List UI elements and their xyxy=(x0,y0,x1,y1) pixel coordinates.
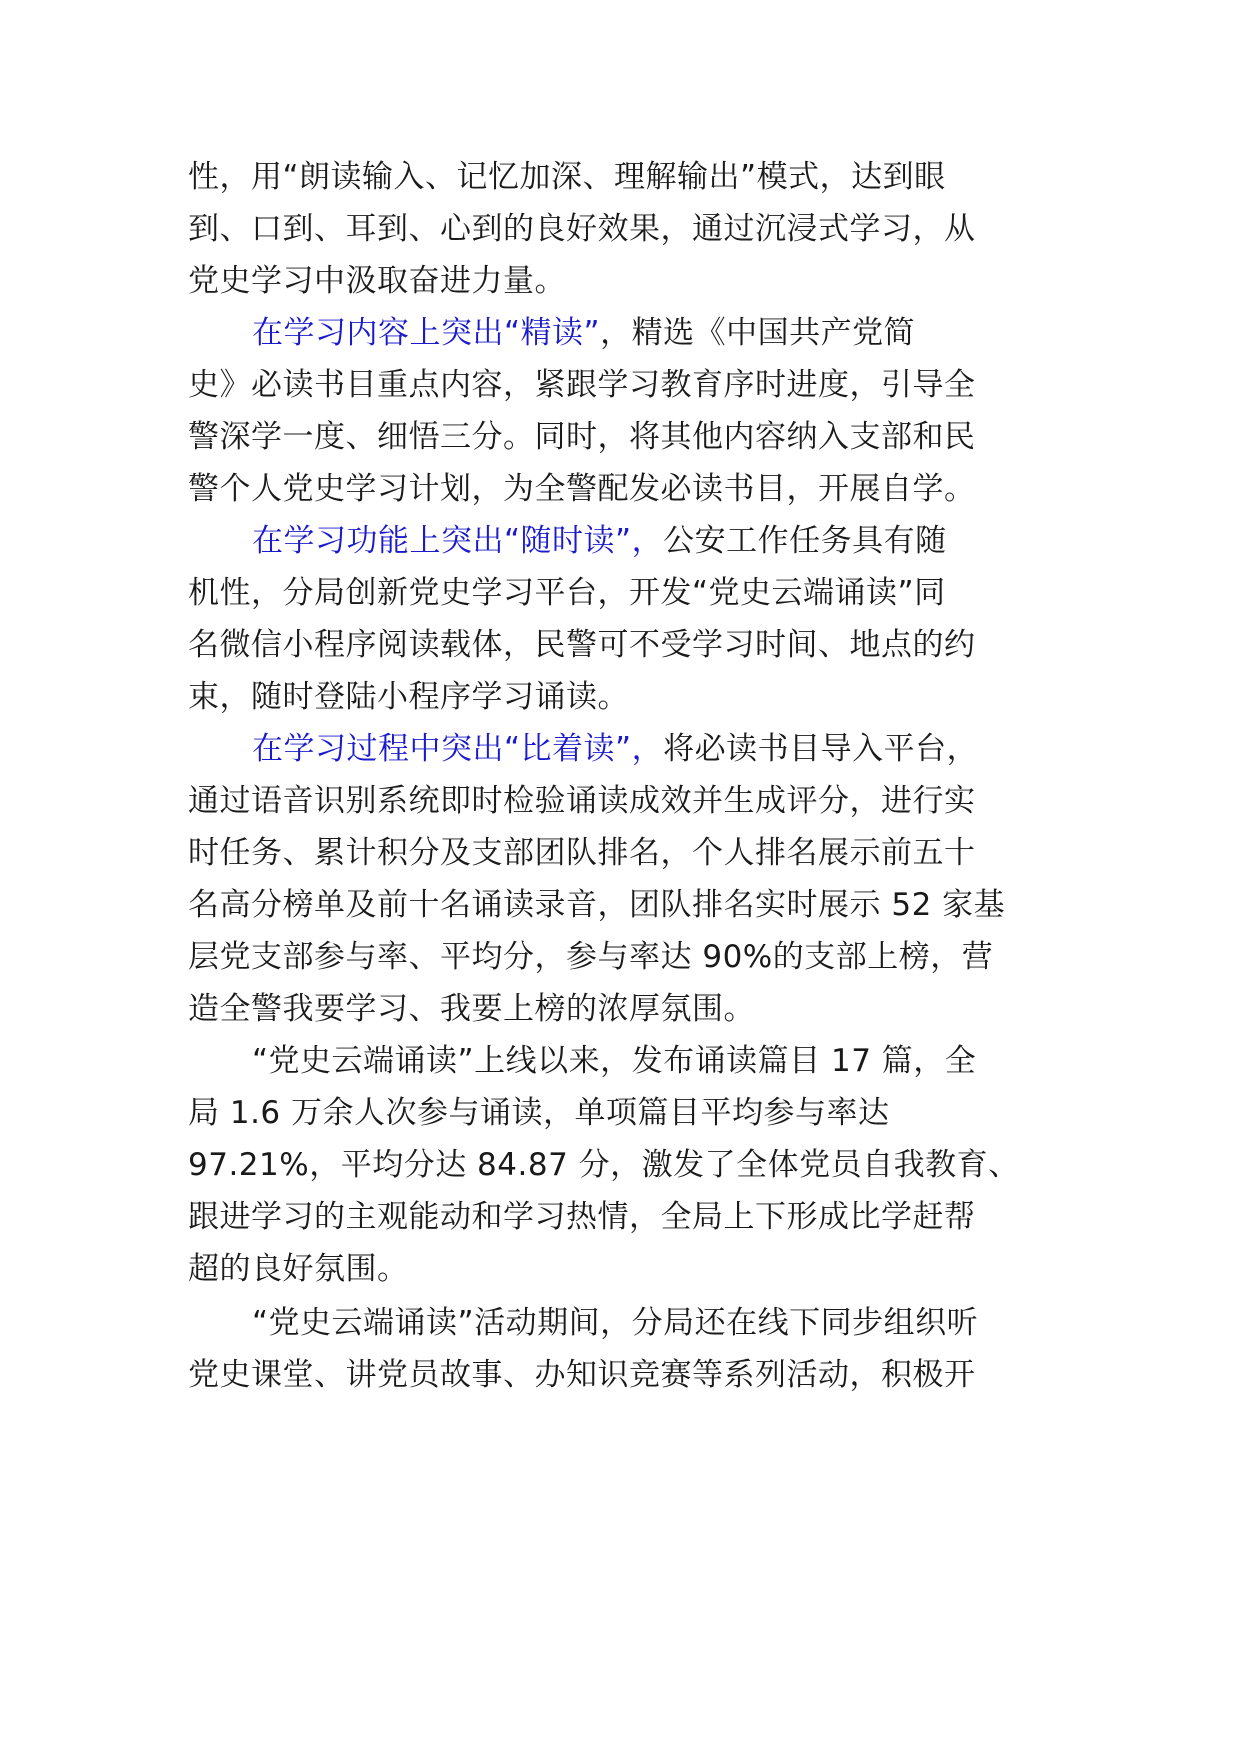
paragraph-first-line: “党史云端诵读”上线以来，发布诵读篇目 17 篇，全 xyxy=(252,1043,977,1079)
text-line: 束，随时登陆小程序学习诵读。 xyxy=(188,679,629,715)
text-span: ，精选《中国共产党简 xyxy=(600,315,916,351)
text-line: 警个人党史学习计划，为全警配发必读书目，开展自学。 xyxy=(188,471,976,507)
text-line: 到、口到、耳到、心到的良好效果，通过沉浸式学习，从 xyxy=(188,211,976,247)
text-line: 层党支部参与率、平均分，参与率达 90%的支部上榜，营 xyxy=(188,939,994,975)
text-line: 党史课堂、讲党员故事、办知识竞赛等系列活动，积极开 xyxy=(188,1357,976,1393)
text-line: 名微信小程序阅读载体，民警可不受学习时间、地点的约 xyxy=(188,627,976,663)
text-span: 公安工作任务具有随 xyxy=(663,523,947,559)
text-line: 警深学一度、细悟三分。同时，将其他内容纳入支部和民 xyxy=(188,419,976,455)
text-line: 机性，分局创新党史学习平台，开发“党史云端诵读”同 xyxy=(188,575,946,611)
text-line: 党史学习中汲取奋进力量。 xyxy=(188,263,566,299)
section-heading-competitive-reading: 在学习过程中突出“比着读”， xyxy=(252,731,664,767)
paragraph-first-line xyxy=(252,720,1088,778)
text-line: 名高分榜单及前十名诵读录音，团队排名实时展示 52 家基 xyxy=(188,887,1006,923)
text-span: 将必读书目导入平台， xyxy=(663,731,979,767)
text-line: 造全警我要学习、我要上榜的浓厚氛围。 xyxy=(188,991,755,1027)
text-line: 时任务、累计积分及支部团队排名，个人排名展示前五十 xyxy=(188,835,976,871)
section-heading-intensive-reading: 在学习内容上突出“精读” xyxy=(252,315,601,351)
paragraph-first-line xyxy=(252,304,1088,362)
text-line: 超的良好氛围。 xyxy=(188,1251,409,1287)
paragraph-first-line: “党史云端诵读”活动期间，分局还在线下同步组织听 xyxy=(252,1305,979,1341)
text-line: 通过语音识别系统即时检验诵读成效并生成评分，进行实 xyxy=(188,783,976,819)
paragraph-first-line xyxy=(252,512,1088,570)
text-line: 97.21%，平均分达 84.87 分，激发了全体党员自我教育、 xyxy=(188,1147,1020,1183)
text-line: 局 1.6 万余人次参与诵读，单项篇目平均参与率达 xyxy=(188,1095,890,1131)
text-line: 史》必读书目重点内容，紧跟学习教育序时进度，引导全 xyxy=(188,367,976,403)
text-line: 跟进学习的主观能动和学习热情，全局上下形成比学赶帮 xyxy=(188,1199,976,1235)
section-heading-anytime-reading: 在学习功能上突出“随时读”， xyxy=(252,523,664,559)
text-line: 性，用“朗读输入、记忆加深、理解输出”模式，达到眼 xyxy=(188,159,946,195)
